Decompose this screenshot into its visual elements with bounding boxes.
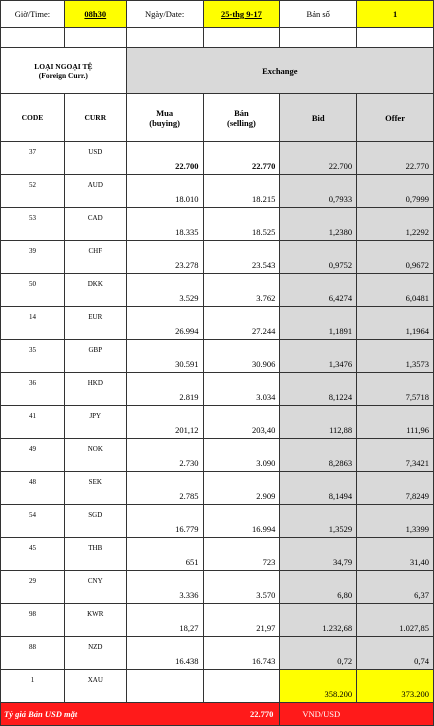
cell-buy: 30.591 (126, 340, 203, 373)
cell-bid: 1,2380 (280, 208, 357, 241)
cell-offer: 6,37 (357, 571, 434, 604)
cell-bid: 1,3476 (280, 340, 357, 373)
cell-sell (203, 670, 280, 703)
cell-buy: 23.278 (126, 241, 203, 274)
cell-buy: 3.529 (126, 274, 203, 307)
footer-label: Tỷ giá Bán USD mặt 22.770 (1, 703, 280, 726)
cell-sell: 2.909 (203, 472, 280, 505)
cell-sell: 16.743 (203, 637, 280, 670)
cell-code: 53 (1, 208, 65, 241)
table-row (1, 340, 434, 373)
cell-code: 39 (1, 241, 65, 274)
cell-bid: 358.200 (280, 670, 357, 703)
table-row (1, 208, 434, 241)
cell-sell: 30.906 (203, 340, 280, 373)
cell-code: 49 (1, 439, 65, 472)
table-row (1, 406, 434, 439)
cell-buy: 16.438 (126, 637, 203, 670)
cell-bid: 1.232,68 (280, 604, 357, 637)
cell-code: 45 (1, 538, 65, 571)
cell-code: 41 (1, 406, 65, 439)
cell-bid: 112,88 (280, 406, 357, 439)
footer-unit: VND/USD (280, 703, 434, 726)
cell-code: 88 (1, 637, 65, 670)
cell-bid: 34,79 (280, 538, 357, 571)
cell-buy: 26.994 (126, 307, 203, 340)
cell-sell: 21,97 (203, 604, 280, 637)
time-value: 08h30 (64, 1, 126, 28)
cell-sell: 3.090 (203, 439, 280, 472)
foreign-currency-header: LOẠI NGOẠI TỆ (Foreign Curr.) (1, 48, 127, 94)
cell-curr: CAD (64, 208, 126, 241)
cell-offer: 0,7999 (357, 175, 434, 208)
table-row (1, 505, 434, 538)
cell-bid: 8,2863 (280, 439, 357, 472)
cell-curr: DKK (64, 274, 126, 307)
cell-offer: 7,5718 (357, 373, 434, 406)
table-row (1, 472, 434, 505)
cell-curr: CNY (64, 571, 126, 604)
cell-curr: THB (64, 538, 126, 571)
cell-sell: 23.543 (203, 241, 280, 274)
cell-offer: 7,3421 (357, 439, 434, 472)
cell-sell: 723 (203, 538, 280, 571)
board-value: 1 (357, 1, 434, 28)
cell-buy: 16.779 (126, 505, 203, 538)
cell-code: 52 (1, 175, 65, 208)
cell-buy: 2.785 (126, 472, 203, 505)
cell-bid: 6,4274 (280, 274, 357, 307)
cell-offer: 1,2292 (357, 208, 434, 241)
cell-curr: XAU (64, 670, 126, 703)
cell-code: 29 (1, 571, 65, 604)
cell-bid: 8,1224 (280, 373, 357, 406)
date-label: Ngày/Date: (126, 1, 203, 28)
cell-code: 35 (1, 340, 65, 373)
table-row (1, 538, 434, 571)
buy-header: Mua (buying) (126, 94, 203, 142)
group-header-row (1, 48, 434, 94)
cell-curr: KWR (64, 604, 126, 637)
cell-sell: 27.244 (203, 307, 280, 340)
table-row (1, 274, 434, 307)
cell-buy: 18.335 (126, 208, 203, 241)
table-row (1, 439, 434, 472)
time-label: Giờ/Time: (1, 1, 65, 28)
cell-offer: 373.200 (357, 670, 434, 703)
cell-offer: 6,0481 (357, 274, 434, 307)
cell-buy: 2.819 (126, 373, 203, 406)
table-row (1, 241, 434, 274)
exchange-header: Exchange (126, 48, 433, 94)
cell-sell: 3.034 (203, 373, 280, 406)
code-header: CODE (1, 94, 65, 142)
table-row (1, 604, 434, 637)
cell-bid: 6,80 (280, 571, 357, 604)
cell-code: 1 (1, 670, 65, 703)
cell-curr: NZD (64, 637, 126, 670)
table-row (1, 307, 434, 340)
column-header-row (1, 94, 434, 142)
table-row (1, 175, 434, 208)
table-row (1, 373, 434, 406)
table-row (1, 670, 434, 703)
cell-code: 14 (1, 307, 65, 340)
cell-sell: 18.525 (203, 208, 280, 241)
cell-sell: 3.762 (203, 274, 280, 307)
cell-bid: 1,1891 (280, 307, 357, 340)
cell-curr: AUD (64, 175, 126, 208)
cell-bid: 22.700 (280, 142, 357, 175)
footer-row (1, 703, 434, 726)
cell-buy: 651 (126, 538, 203, 571)
offer-header: Offer (357, 94, 434, 142)
cell-offer: 1,3399 (357, 505, 434, 538)
cell-sell: 18.215 (203, 175, 280, 208)
cell-buy: 2.730 (126, 439, 203, 472)
cell-code: 36 (1, 373, 65, 406)
cell-buy: 201,12 (126, 406, 203, 439)
table-row (1, 571, 434, 604)
cell-code: 98 (1, 604, 65, 637)
spacer-row (1, 28, 434, 48)
bid-header: Bid (280, 94, 357, 142)
cell-sell: 22.770 (203, 142, 280, 175)
cell-buy: 3.336 (126, 571, 203, 604)
cell-offer: 1.027,85 (357, 604, 434, 637)
cell-curr: NOK (64, 439, 126, 472)
rate-rows (1, 142, 434, 703)
cell-curr: EUR (64, 307, 126, 340)
cell-curr: SEK (64, 472, 126, 505)
cell-curr: GBP (64, 340, 126, 373)
table-row (1, 637, 434, 670)
cell-curr: CHF (64, 241, 126, 274)
table-row (1, 142, 434, 175)
cell-offer: 1,3573 (357, 340, 434, 373)
cell-bid: 8,1494 (280, 472, 357, 505)
cell-offer: 111,96 (357, 406, 434, 439)
cell-bid: 0,72 (280, 637, 357, 670)
cell-curr: JPY (64, 406, 126, 439)
curr-header: CURR (64, 94, 126, 142)
cell-sell: 3.570 (203, 571, 280, 604)
cell-code: 48 (1, 472, 65, 505)
cell-sell: 16.994 (203, 505, 280, 538)
cell-offer: 0,9672 (357, 241, 434, 274)
cell-sell: 203,40 (203, 406, 280, 439)
cell-buy: 18,27 (126, 604, 203, 637)
cell-buy (126, 670, 203, 703)
cell-buy: 22.700 (126, 142, 203, 175)
cell-bid: 1,3529 (280, 505, 357, 538)
footer-value: 22.770 (249, 709, 274, 719)
cell-code: 54 (1, 505, 65, 538)
cell-bid: 0,7933 (280, 175, 357, 208)
cell-curr: USD (64, 142, 126, 175)
date-value: 25-thg 9-17 (203, 1, 280, 28)
cell-code: 37 (1, 142, 65, 175)
cell-offer: 7,8249 (357, 472, 434, 505)
header-row (1, 1, 434, 28)
cell-buy: 18.010 (126, 175, 203, 208)
cell-offer: 0,74 (357, 637, 434, 670)
cell-offer: 1,1964 (357, 307, 434, 340)
cell-offer: 22.770 (357, 142, 434, 175)
board-label: Bản số (280, 1, 357, 28)
cell-offer: 31,40 (357, 538, 434, 571)
sell-header: Bán (selling) (203, 94, 280, 142)
cell-curr: HKD (64, 373, 126, 406)
cell-bid: 0,9752 (280, 241, 357, 274)
cell-code: 50 (1, 274, 65, 307)
cell-curr: SGD (64, 505, 126, 538)
